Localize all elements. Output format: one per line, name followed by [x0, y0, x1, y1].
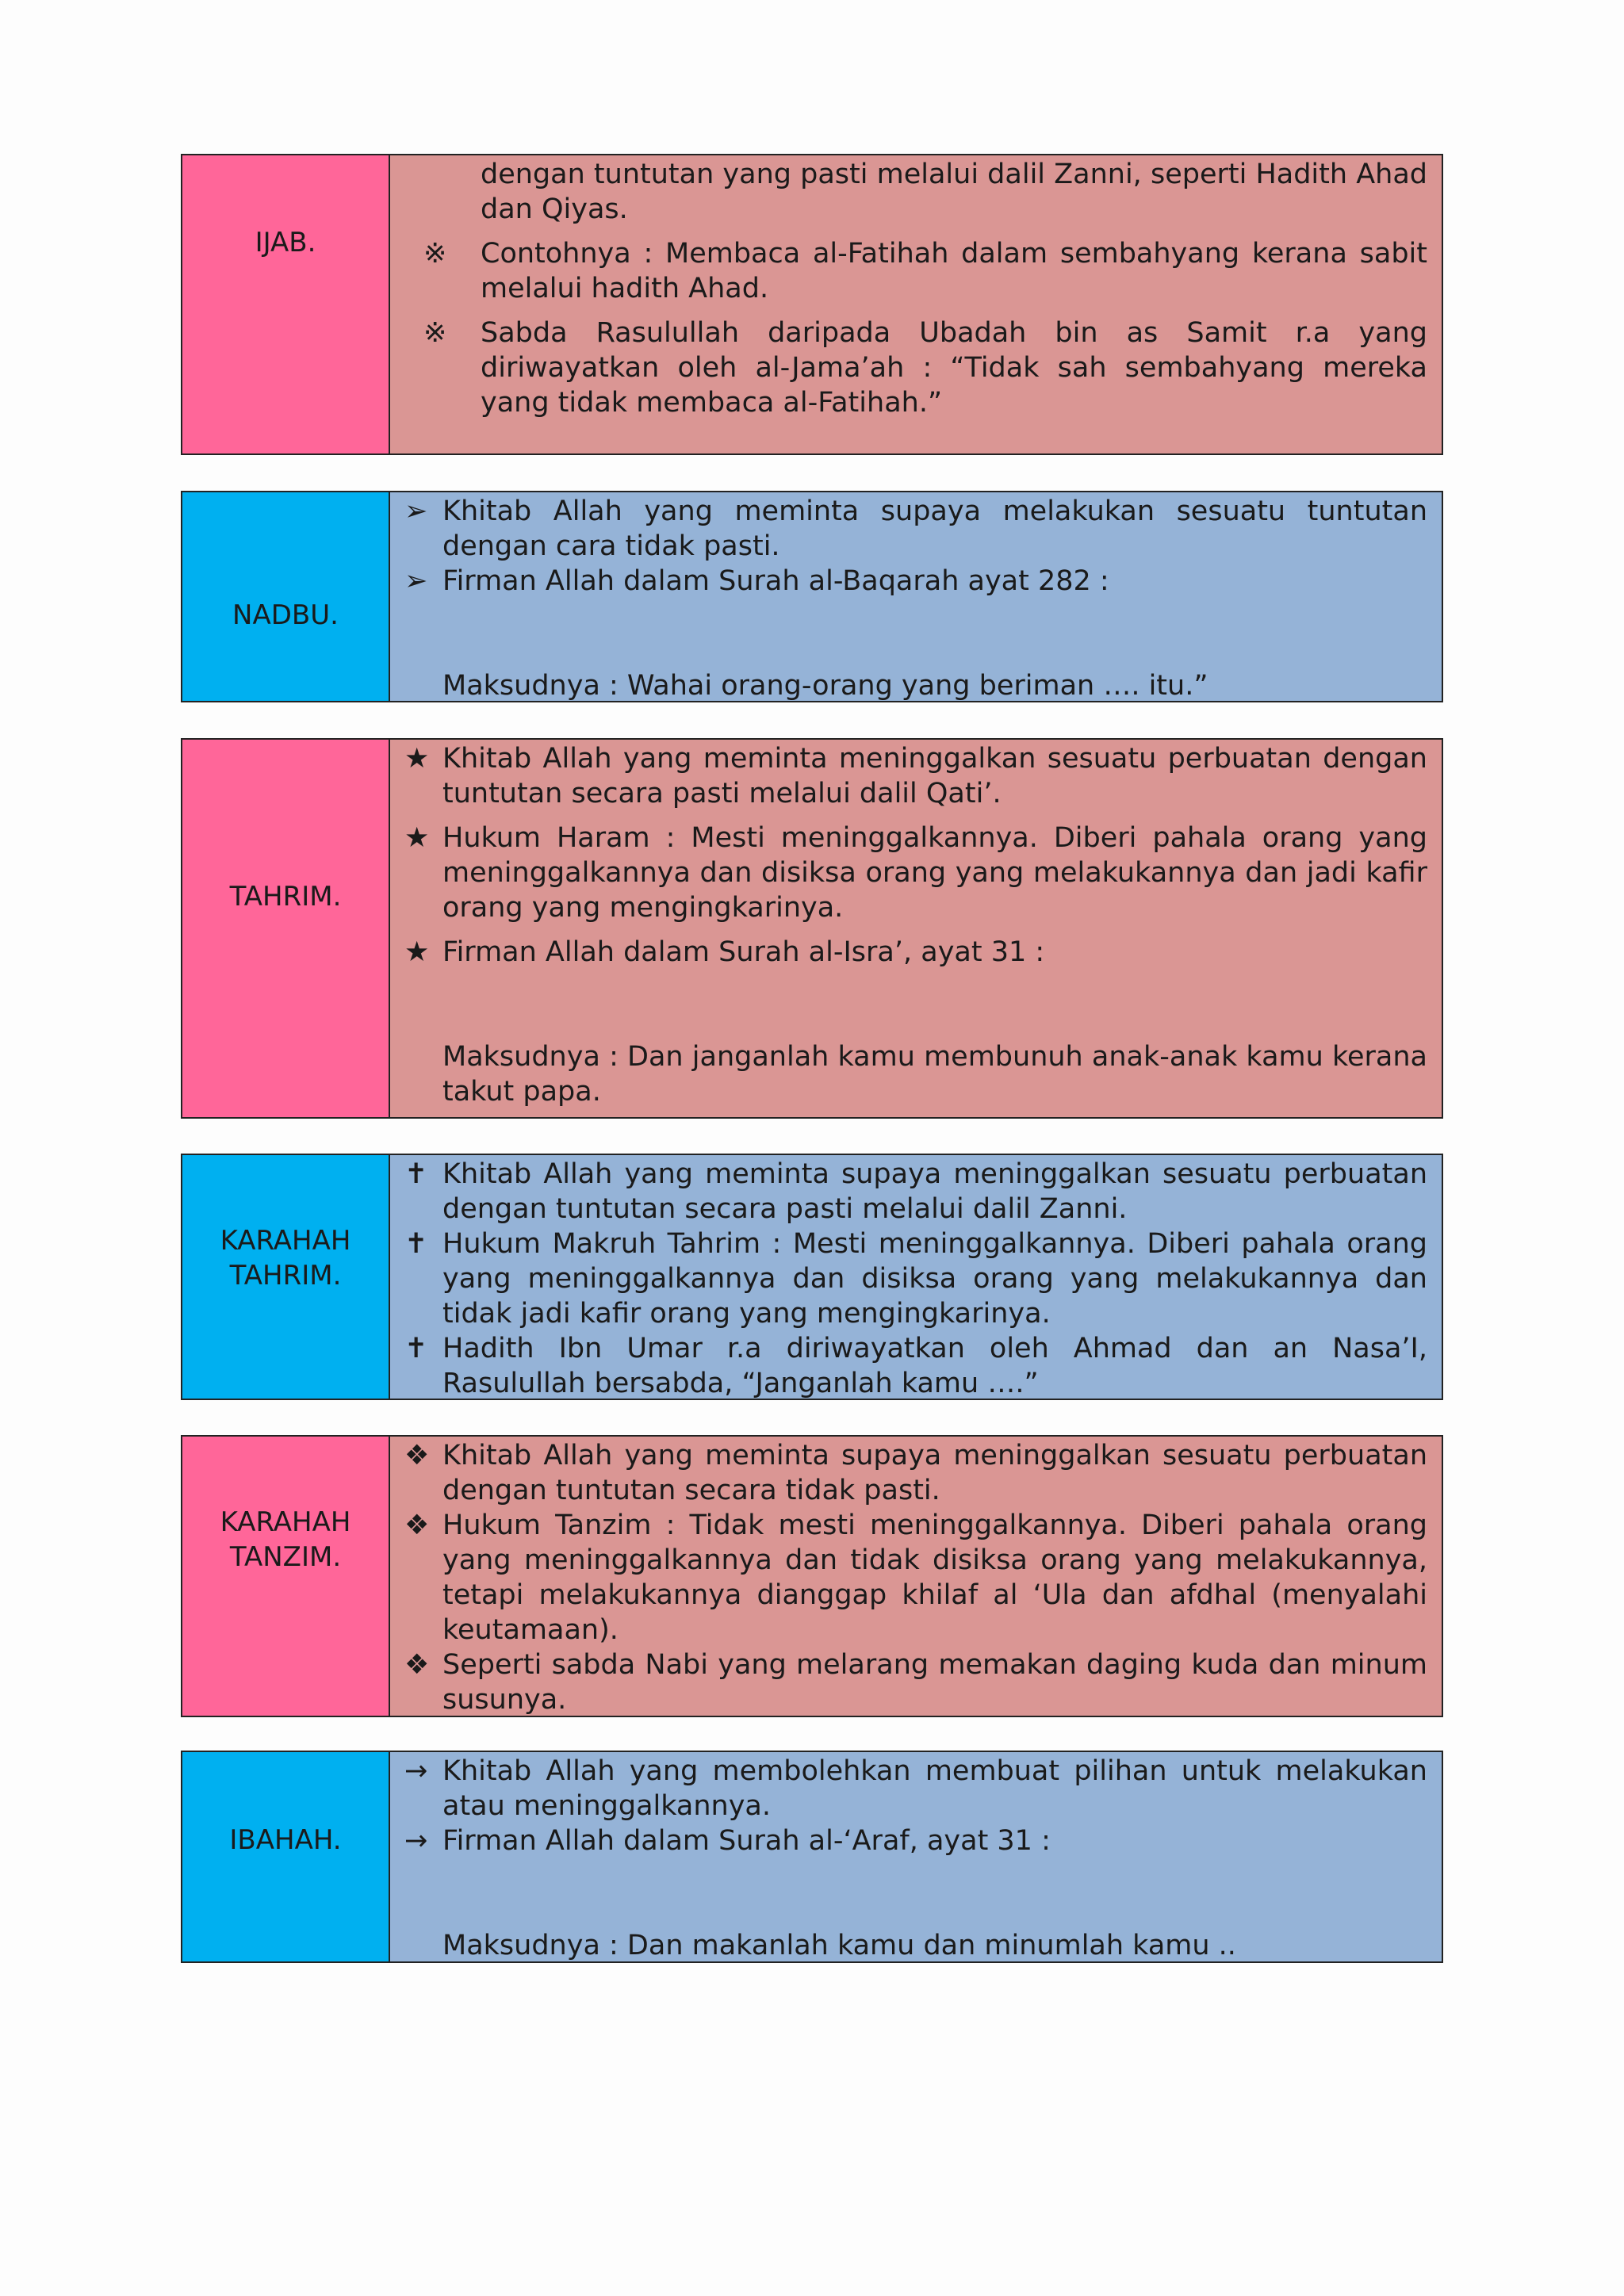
translation-note: Maksudnya : Dan makanlah kamu dan minumlah kamu ..	[442, 1930, 1236, 1961]
ibahah-content	[390, 1752, 1442, 1961]
list-item	[404, 1438, 1427, 1508]
nadbu-table	[181, 491, 1443, 702]
list-item	[404, 1754, 1427, 1823]
translation-note: Maksudnya : Wahai orang-orang yang beriman …. itu.”	[442, 670, 1208, 702]
cross-icon: ✝	[404, 1158, 428, 1190]
list-item	[404, 741, 1427, 811]
arrowhead-bullet-icon: ➢	[404, 565, 428, 597]
diamond-bullet-icon: ❖	[404, 1440, 430, 1471]
tahrim-label: TAHRIM.	[229, 881, 342, 913]
karahah-tahrim-label-cell	[182, 1155, 390, 1399]
list-item	[404, 1226, 1427, 1331]
tahrim-label-cell	[182, 740, 390, 1117]
list-item	[404, 935, 1427, 970]
star-icon: ★	[404, 822, 430, 854]
cross-icon: ✝	[404, 1228, 428, 1260]
list-item	[404, 1647, 1427, 1717]
nadbu-label: NADBU.	[232, 599, 339, 631]
translation-note: Maksudnya : Dan janganlah kamu membunuh anak-anak kamu kerana takut papa.	[442, 1041, 1427, 1108]
karahah-tanzim-content	[390, 1437, 1442, 1716]
list-item	[423, 236, 1427, 306]
ijab-content	[390, 155, 1442, 453]
list-item-text: Seperti sabda Nabi yang melarang memakan daging kuda dan minum susunya.	[442, 1649, 1427, 1716]
list-item-text: Sabda Rasulullah daripada Ubadah bin as Samit r.a yang diriwayatkan oleh al-Jama’ah : “Tidak sah sembahyang mereka yang tidak membaca al-Fatihah.”	[481, 317, 1427, 419]
karahah-tahrim-table	[181, 1154, 1443, 1400]
arrow-right-icon: →	[404, 1755, 428, 1787]
list-item-text: Firman Allah dalam Surah al-Isra’, ayat 31 :	[442, 936, 1045, 968]
cross-icon: ✝	[404, 1333, 428, 1364]
list-item	[404, 1823, 1427, 1858]
reference-mark-icon: ※	[423, 317, 447, 349]
list-item-text: Khitab Allah yang meminta supaya meninggalkan sesuatu perbuatan dengan tuntutan secara tidak pasti.	[442, 1440, 1427, 1506]
diamond-bullet-icon: ❖	[404, 1510, 430, 1541]
list-item-text: Khitab Allah yang meminta supaya meninggalkan sesuatu perbuatan dengan tuntutan secara pasti melalui dalil Zanni.	[442, 1158, 1427, 1225]
list-item-text: Firman Allah dalam Surah al-Baqarah ayat 282 :	[442, 565, 1109, 597]
star-icon: ★	[404, 743, 430, 775]
list-item-text: Hukum Tanzim : Tidak mesti meninggalkannya. Diberi pahala orang yang meninggalkannya dan tidak disiksa orang yang melakukannya, tetapi melakukannya dianggap khilaf al ‘Ula dan afdhal (menyalahi keutamaan).	[442, 1510, 1427, 1646]
list-item	[404, 494, 1427, 564]
star-icon: ★	[404, 936, 430, 968]
karahah-tanzim-label-line: KARAHAH	[220, 1506, 351, 1538]
reference-mark-icon: ※	[423, 238, 447, 270]
ijab-continuation: dengan tuntutan yang pasti melalui dalil Zanni, seperti Hadith Ahad dan Qiyas.	[481, 159, 1427, 225]
karahah-tahrim-label-line: TAHRIM.	[229, 1260, 342, 1292]
karahah-tahrim-content	[390, 1155, 1442, 1399]
list-item	[423, 316, 1427, 420]
nadbu-label-cell	[182, 492, 390, 701]
nadbu-content	[390, 492, 1442, 701]
list-item-text: Khitab Allah yang membolehkan membuat pilihan untuk melakukan atau meninggalkannya.	[442, 1755, 1427, 1822]
diamond-bullet-icon: ❖	[404, 1649, 430, 1681]
tahrim-table	[181, 738, 1443, 1119]
list-item-text: Khitab Allah yang meminta meninggalkan sesuatu perbuatan dengan tuntutan secara pasti melalui dalil Qati’.	[442, 743, 1427, 809]
ijab-label-cell	[182, 155, 390, 453]
ijab-label: IJAB.	[255, 227, 316, 258]
list-item-text: Contohnya : Membaca al-Fatihah dalam sembahyang kerana sabit melalui hadith Ahad.	[481, 238, 1427, 304]
karahah-tanzim-table	[181, 1435, 1443, 1717]
list-item-text: Hadith Ibn Umar r.a diriwayatkan oleh Ahmad dan an Nasa’I, Rasulullah bersabda, “Janganlah kamu ….”	[442, 1333, 1427, 1399]
arrow-right-icon: →	[404, 1825, 428, 1857]
karahah-tanzim-label-line: TANZIM.	[229, 1541, 342, 1573]
list-item	[404, 1157, 1427, 1226]
tahrim-content	[390, 740, 1442, 1117]
list-item-text: Khitab Allah yang meminta supaya melakukan sesuatu tuntutan dengan cara tidak pasti.	[442, 496, 1427, 562]
list-item	[404, 564, 1427, 599]
karahah-tahrim-label-line: KARAHAH	[220, 1225, 351, 1257]
ibahah-label-cell	[182, 1752, 390, 1961]
list-item	[404, 1508, 1427, 1647]
ibahah-table	[181, 1751, 1443, 1963]
list-item-text: Hukum Haram : Mesti meninggalkannya. Diberi pahala orang yang meninggalkannya dan disiksa orang yang melakukannya dan jadi kafir orang yang mengingkarinya.	[442, 822, 1427, 924]
list-item-text: Hukum Makruh Tahrim : Mesti meninggalkannya. Diberi pahala orang yang meninggalkannya dan disiksa orang yang melakukannya dan tidak jadi kafir orang yang mengingkarinya.	[442, 1228, 1427, 1330]
list-item	[404, 821, 1427, 925]
ibahah-label: IBAHAH.	[229, 1824, 342, 1856]
list-item	[404, 1331, 1427, 1401]
karahah-tanzim-label-cell	[182, 1437, 390, 1716]
arrowhead-bullet-icon: ➢	[404, 496, 428, 527]
ijab-table	[181, 154, 1443, 455]
list-item-text: Firman Allah dalam Surah al-‘Araf, ayat 31 :	[442, 1825, 1051, 1857]
